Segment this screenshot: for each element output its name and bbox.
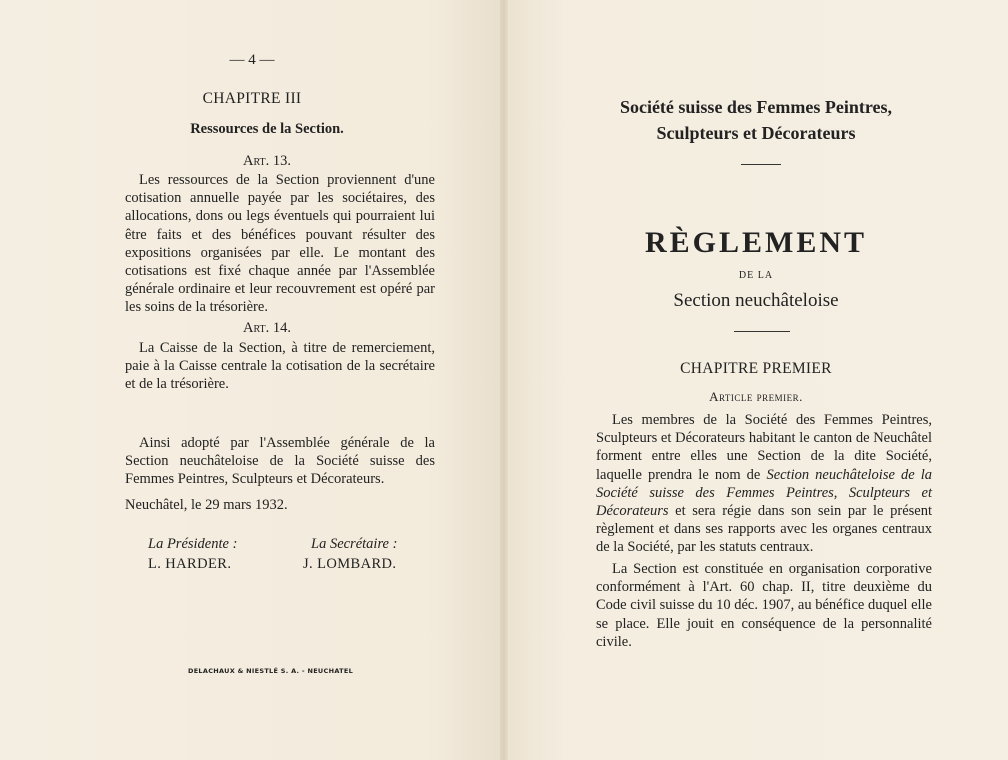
chapter-title: CHAPITRE III xyxy=(202,90,302,107)
document-title: RÈGLEMENT xyxy=(644,226,868,259)
article-13-text: Les ressources de la Section proviennent d'une cotisation annuelle payée par les sociétaires, des allocations, dons ou legs éventuels qui pourraient lui être faits et des bénéfices pouvant résulter des expositions organisées par elle. Le montant des cotisations est fixé chaque année par l'Assemblée générale ordinaire et leur recouvrement est opéré par les soins de la trésorière. xyxy=(125,172,435,316)
section-heading: Ressources de la Section. xyxy=(190,121,344,137)
right-page xyxy=(504,0,1008,760)
article-1-paragraph-2: La Section est constituée en organisation corporative conformément à l'Art. 60 chap. II, titre deuxième du Code civil suisse du 10 déc. 1907, au bénéfice duquel elle se place. Elle jouit en conséquence de la personnalité civile. xyxy=(596,561,932,650)
society-name xyxy=(504,94,1008,146)
chapter-title: CHAPITRE PREMIER xyxy=(680,360,832,377)
printer-imprint: DELACHAUX & NIESTLÉ S. A. - NEUCHATEL xyxy=(188,667,354,675)
article-1-text: Les membres de la Société des Femmes Peintres, Sculpteurs et Décorateurs habitant le canton de Neuchâtel forment entre elles une Section de la dite Société, laquelle prendra le nom de Section neuchâteloise de la Société suisse des Femmes Peintres, Sculpteurs et Décorateurs et sera régie dans son sein par le présent règlement et dans ses rapports avec les organes centraux de la Société, par les statuts centraux. xyxy=(596,412,932,556)
divider-rule xyxy=(741,164,781,165)
society-line-1: Société suisse des Femmes Peintres, xyxy=(619,97,893,117)
secretary-label: La Secrétaire : xyxy=(311,536,398,552)
title-connector: DE LA xyxy=(738,270,774,281)
president-name: L. HARDER. xyxy=(148,556,232,572)
secretary-name: J. LOMBARD. xyxy=(303,556,397,572)
article-label: Article premier. xyxy=(709,389,803,404)
society-line-2: Sculpteurs et Décorateurs xyxy=(656,123,856,143)
article-14-label: Art. 14. xyxy=(242,320,292,336)
page-number: — 4 — xyxy=(229,52,275,68)
place-date: Neuchâtel, le 29 mars 1932. xyxy=(125,497,288,513)
article-14-text: La Caisse de la Section, à titre de remerciement, paie à la Caisse centrale la cotisation de la secrétaire et de la trésorière. xyxy=(125,340,435,393)
divider-rule xyxy=(734,331,790,332)
article-13-label: Art. 13. xyxy=(242,153,292,169)
president-label: La Présidente : xyxy=(148,536,238,552)
section-name: Section neuchâteloise xyxy=(673,290,839,311)
book-gutter xyxy=(500,0,508,760)
adoption-text: Ainsi adopté par l'Assemblée générale de la Section neuchâteloise de la Société suisse des Femmes Peintres, Sculpteurs et Décorateurs. xyxy=(125,435,435,488)
